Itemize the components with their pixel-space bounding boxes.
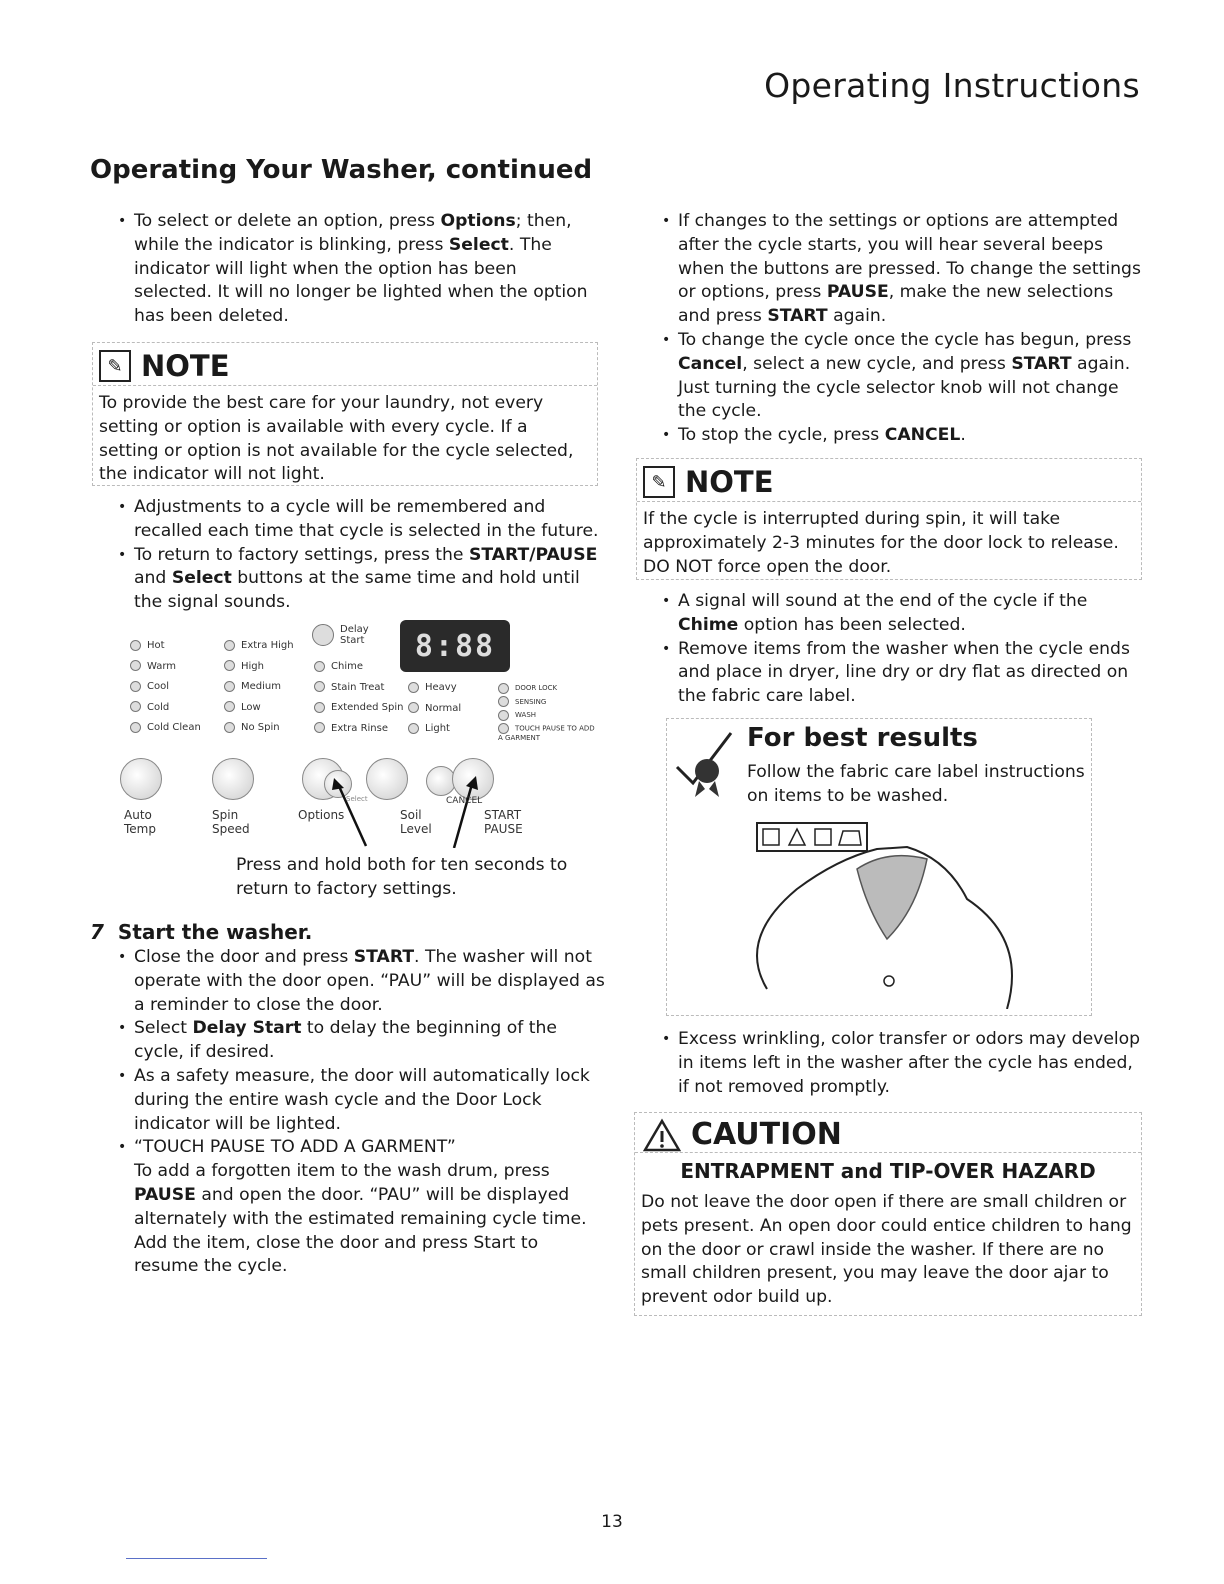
- bullet-delay-start: • Select Delay Start to delay the beginning of the cycle, if desired.: [90, 1017, 606, 1065]
- page-header: Operating Instructions: [764, 66, 1140, 105]
- note-box-1: [92, 342, 598, 486]
- bullet-touch-pause: • “TOUCH PAUSE TO ADD A GARMENT” To add a forgotten item to the wash drum, press PAUSE and open the door. “PAU” will be displayed alternately with the estimated remaining cycle time. Add the item, close the door and press Start to resume the cycle.: [90, 1136, 606, 1279]
- note-body: To provide the best care for your laundry, not every setting or option is available with every cycle. If a setting or option is not available for the cycle selected, the indicator will not light.: [99, 393, 574, 485]
- bullet-factory: • To return to factory settings, press the START/PAUSE and Select buttons at the same time and hold until the signal sounds.: [90, 544, 600, 615]
- best-results-body: Follow the fabric care label instructions on items to be washed.: [747, 762, 1085, 806]
- note-icon: ✎: [99, 350, 131, 382]
- shirt-care-label-illustration: [727, 819, 1057, 1009]
- caution-body: Do not leave the door open if there are small children or pets present. An open door could entice children to hang on the door or crawl inside the washer. If there are no small children present, you may leave the door ajar to prevent odor build up.: [641, 1192, 1132, 1308]
- best-results-title: For best results: [747, 723, 978, 753]
- warning-icon: [643, 1118, 681, 1152]
- note-title: NOTE: [685, 465, 774, 499]
- bullet-changes: • If changes to the settings or options are attempted after the cycle starts, you will hear several beeps when the buttons are pressed. To change the settings or options, press PAUSE, make the new selections and press START again.: [634, 210, 1144, 329]
- note-icon: ✎: [643, 466, 675, 498]
- bullet-options: • To select or delete an option, press Options; then, while the indicator is blinking, press Select. The indicator will light when the option has been selected. It will no longer be lighted when the option has been deleted.: [90, 210, 600, 329]
- step-title: Start the washer.: [117, 920, 313, 944]
- note-body: If the cycle is interrupted during spin, it will take approximately 2-3 minutes for the door lock to release. DO NOT force open the door.: [643, 509, 1119, 577]
- digital-display: 8:88: [400, 620, 510, 672]
- bullet-remove-items: • Remove items from the washer when the cycle ends and place in dryer, line dry or dry flat as directed on the fabric care label.: [634, 638, 1144, 709]
- section-title: Operating Your Washer, continued: [90, 155, 593, 185]
- note-box-2: [636, 458, 1142, 580]
- footer-rule: [126, 1558, 267, 1559]
- bullet-stop-cycle: • To stop the cycle, press CANCEL.: [634, 424, 1144, 448]
- bullet-door-lock: • As a safety measure, the door will automatically lock during the entire wash cycle and the Door Lock indicator will be lighted.: [90, 1065, 606, 1136]
- step-number: 7: [90, 920, 104, 944]
- bullet-adjustments: • Adjustments to a cycle will be remembered and recalled each time that cycle is selected in the future.: [90, 496, 600, 544]
- bullet-change-cycle: • To change the cycle once the cycle has begun, press Cancel, select a new cycle, and press START again. Just turning the cycle selector knob will not change the cycle.: [634, 329, 1144, 424]
- caution-title: CAUTION: [691, 1117, 842, 1152]
- panel-caption: Press and hold both for ten seconds to return to factory settings.: [236, 855, 568, 899]
- caution-subtitle: ENTRAPMENT and TIP-OVER HAZARD: [680, 1159, 1096, 1183]
- caution-box: [634, 1112, 1142, 1316]
- best-results-box: [666, 718, 1092, 1016]
- ribbon-check-icon: [673, 729, 743, 799]
- note-title: NOTE: [141, 349, 230, 383]
- bullet-close-door: • Close the door and press START. The washer will not operate with the door open. “PAU” will be displayed as a reminder to close the door.: [90, 946, 606, 1017]
- bullet-chime: • A signal will sound at the end of the cycle if the Chime option has been selected.: [634, 590, 1144, 638]
- page-number: 13: [601, 1512, 623, 1532]
- bullet-wrinkling: • Excess wrinkling, color transfer or odors may develop in items left in the washer after the cycle has ended, if not removed promptly.: [634, 1028, 1144, 1099]
- control-panel-diagram: Hot Warm Cool Cold Cold Clean Extra High High Medium Low No Spin Delay Start Chime Stain Treat Extended Spin Extra Rinse Heavy Normal Light DOOR LOCK SENSING WASH TOUCH PAUSE TO ADD A GARMENT 8:88 Auto Temp Spin Speed Options Select Soil Level CANCEL START PAUSE: [120, 618, 600, 848]
